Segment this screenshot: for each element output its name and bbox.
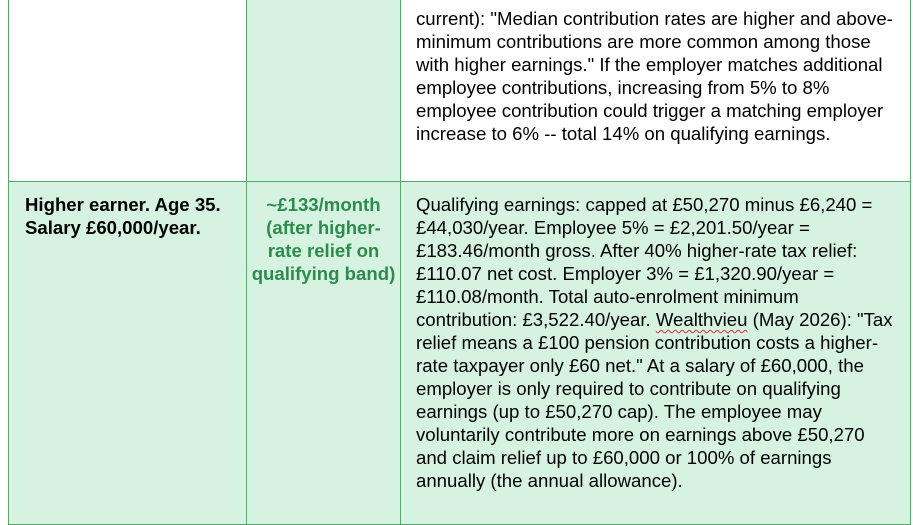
details-text-part: Qualifying earnings: capped at £50,270 minus £6,240 = £44,030/year. Employee 5% = £2,201.50/year = £183.46/month gross. After 40% higher-rate tax relief: £110.07 net cost. Employer 3% = £1,320.90/year = £110.08/month. Total auto-enrolment minimum contribution: £3,522.40/year. xyxy=(416,194,873,330)
details-text xyxy=(401,182,910,492)
contribution-table xyxy=(8,0,911,525)
scenario-text: Higher earner. Age 35. Salary £60,000/year. xyxy=(25,194,221,238)
amount-cell xyxy=(247,0,401,182)
scenario-cell xyxy=(9,182,247,525)
scenario-cell xyxy=(9,0,247,182)
details-cell xyxy=(401,0,911,182)
spellcheck-word[interactable]: Wealthvieu xyxy=(655,309,748,330)
details-cell xyxy=(401,182,911,525)
details-text-part: (May 2026): "Tax relief means a £100 pension contribution costs a higher-rate taxpayer only £60 net." At a salary of £60,000, the employer is only required to contribute on qualifying earnings (up to £50,270 cap). The employee may voluntarily contribute more on earnings above £50,270 and claim relief up to £60,000 or 100% of earnings annually (the annual allowance). xyxy=(416,309,893,491)
amount-cell xyxy=(247,182,401,525)
details-text: current): "Median contribution rates are higher and above-minimum contributions are more common among those with higher earnings." If the employer matches additional employee contributions, increasing from 5% to 8% employee contribution could trigger a matching employer increase to 6% -- total 14% on qualifying earnings. xyxy=(416,8,893,144)
amount-text: ~£133/month (after higher-rate relief on qualifying band) xyxy=(251,194,396,284)
amount-text xyxy=(247,0,400,10)
scenario-text xyxy=(9,0,246,10)
table-row xyxy=(9,182,911,525)
table-row xyxy=(9,0,911,182)
